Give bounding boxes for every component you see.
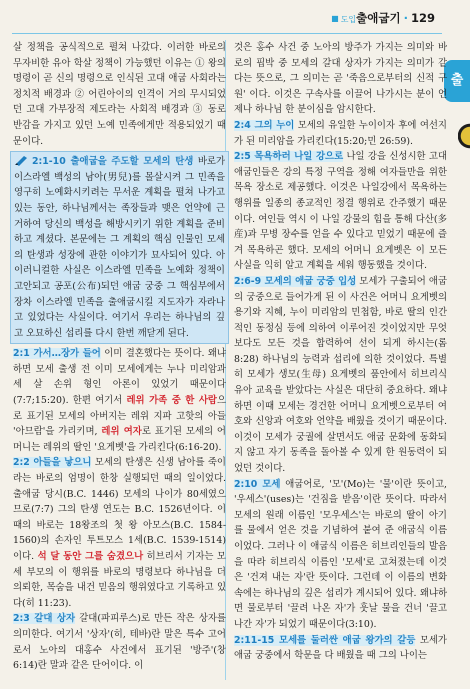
commentary-entry bbox=[13, 611, 226, 673]
keyword: 레위 가족 중 한 사람 bbox=[126, 395, 217, 407]
entry-text: 나일 강을 신성시한 고대 애굽인들은 강의 특정 구역을 정해 여자들만을 위한 목욕 장소로 제공했다. 이것은 나일강에서 목욕하는 행위를 일종의 종교적인 정결 행위로 간주했기 때문이다. 여인들 역시 이 나일 강물의 힘을 통해 다산(多産)과 무병 장수를 얻을 수 있다고 믿었기 때문에 즐겨 목욕하곤 했다. 모세의 어머니 요게벳은 이 모든 사실을 익히 알고 계획을 세워 행동했을 것이다. bbox=[234, 151, 447, 272]
page-edge-ornament bbox=[458, 118, 470, 154]
entry-text: 모세의 유일한 누이이자 후에 여선지가 된 미리암을 가리킨다(15:20;민 26:59). bbox=[234, 119, 447, 147]
verse-lead: 2:2 아들을 낳으니 bbox=[13, 457, 92, 469]
verse-lead: 2:11-15 모세를 둘러싼 애굽 왕가의 갈등 bbox=[234, 634, 416, 646]
entry-text: 모세의 탄생은 신생 남아를 죽이라는 바로의 엄명이 한창 실행되던 때의 일이었다. 출애굽 당시(B.C. 1446) 모세의 나이가 80세였으므로(7:7) 그의 탄생 연도는 B.C. 1526년이다. 이때의 바로는 18왕조의 첫 왕 아모스(B.C. 1584-1560)의 손자인 투트모스 1세(B.C. 1539-1514)이다. bbox=[13, 457, 226, 562]
page-number: 129 bbox=[410, 11, 435, 25]
verse-lead: 2:5 목욕하러 나일 강으로 bbox=[234, 151, 344, 163]
entry-text: 로 표기된 모세의 어머니는 레위의 딸인 '요게벳'을 가리킨다(6:16-20). bbox=[13, 426, 226, 453]
book-tab-label: 출 bbox=[450, 73, 464, 88]
commentary-entry bbox=[234, 477, 447, 633]
book-thumb-tab[interactable] bbox=[444, 60, 470, 102]
header-separator: · bbox=[403, 11, 408, 25]
keyword: 레위 여자 bbox=[101, 426, 142, 438]
paragraph-text: 살 정책을 공식적으로 펼쳐 나갔다. 이러한 바로의 무자비한 유아 학살 정책이 가능했던 이유는 ① 왕의 명령이 곧 신의 명령으로 인식된 고대 애굽 사회라는 정치적 배경과 ② 어린아이의 인격이 거의 무시되었던 고대 가부장적 제도라는 사회적 배경과 ③ 동로 반감을 가지고 있던 노예 민족에게만 적용되었기 때문이다. bbox=[13, 42, 226, 147]
paragraph-text: 것은 홍수 사건 중 노아의 방주가 가지는 의미와 바로의 핍박 중 모세의 갈대 상자가 가지는 의미가 같다는 뜻으로, 그 의미는 곧 '죽음으로부터의 신적 구원' 이다. 이것은 구속사를 이끌어 나가시는 분이 언제나 하나님 한 분이심을 암시한다. bbox=[234, 42, 447, 116]
entry-text: 히브리서 기자는 모세 부모의 이 행위를 바로의 명령보다 하나님을 더 의뢰한, 목숨을 내건 믿음의 행위였다고 기록하고 있다(히 11:23). bbox=[13, 551, 226, 609]
verse-lead: 2:6-9 모세의 애굽 궁중 입성 bbox=[234, 275, 357, 287]
pen-icon bbox=[14, 154, 30, 166]
section-lead: 2:1-10 출애굽을 주도할 모세의 탄생 bbox=[32, 156, 194, 168]
entry-text: 애굽어로, '모'(Mo)는 '물'이란 뜻이고, '우세스'(uses)는 '건짐을 받음'이란 뜻이다. 따라서 모세의 원래 이름인 '모우세스'는 바로의 딸이 아기를 물에서 얻은 것을 기념하여 붙여 준 애굽식 이름이었다. 그러나 이 애굽식 이름은 히브리인들의 발음을 따라 히브리식 이름인 '모세'로 고쳐졌는데 이것은 '건져 내는 자'란 뜻이다. 그런데 이 이름의 변화 속에는 하나님의 깊은 섭리가 계시되어 있다. 왜냐하면 물로부터 '끌려 나온 자'가 훗날 물을 건너 '끌고 나간 자'가 되었기 때문이다(3:10). bbox=[234, 478, 447, 630]
verse-lead: 2:10 모세 bbox=[234, 478, 281, 490]
entry-text: 모세가 애굽 궁중에서 학문을 다 배웠을 때 그의 나이는 bbox=[234, 634, 447, 662]
entry-text: 모세가 구출되어 애굽의 궁중으로 들어가게 된 이 사건은 어머니 요게벳의 용기와 지혜, 누이 미리암의 민첩함, 바로 딸의 인간적인 동정심 등에 의하여 이루어진 것이었지만 무엇보다도 모든 것을 합력하여 선이 되게 하시는(롬 8:28) 하나님의 능력과 섭리에 의한 것이었다. 특별히 모세가 생모(生母) 요게벳의 품안에서 히브리식 유아 교육을 받았다는 사실은 대단히 중요하다. 왜냐하면 이때 모세는 경건한 어머니 요게벳으로부터 여호와 신앙과 여호와 언약을 배웠을 것이기 때문이다. 이것이 모세가 궁궐에 살면서도 애굽 문화에 동화되지 않고 자기 동족을 돌아볼 수 있게 한 원동력이 되었던 것이다. bbox=[234, 275, 447, 475]
paragraph bbox=[234, 40, 447, 118]
entry-text: 으로 표기된 모세의 아버지는 레위 지파 고핫의 아들 '아므람'을 가리키며, bbox=[13, 395, 226, 438]
commentary-entry bbox=[13, 455, 226, 611]
right-column bbox=[234, 40, 447, 664]
commentary-entry bbox=[234, 633, 447, 664]
book-title: 출애굽기 bbox=[356, 11, 401, 25]
commentary-entry bbox=[234, 118, 447, 149]
section-marker-icon: ■ bbox=[331, 14, 339, 23]
header-tag: 도입 bbox=[340, 15, 357, 24]
section-highlight-box bbox=[10, 151, 229, 344]
entry-text: 이미 결혼했다는 뜻이다. 왜냐하면 모세 출생 전 이미 모세에게는 누나 미리암과 세 살 손위 형인 아론이 있었기 때문이다(7:7;15:20). 한편 여기서 bbox=[13, 348, 226, 407]
verse-lead: 2:3 갈대 상자 bbox=[13, 613, 76, 625]
verse-lead: 2:4 그의 누이 bbox=[234, 119, 295, 131]
commentary-entry bbox=[13, 346, 226, 455]
commentary-entry bbox=[234, 149, 447, 274]
commentary-entry bbox=[234, 274, 447, 477]
paragraph bbox=[13, 40, 226, 149]
section-text: 바로가 이스라엘 백성의 남아(男兒)를 몰살시켜 그 민족을 영구히 노예화시키려는 무서운 계획을 펼쳐 나가고 있는 동안, 하나님께서는 족장들과 맺은 언약에 근거하여 당신의 백성을 해방시키기 위한 계획을 준비하고 계셨다. 본문에는 그 계획의 핵심 인물인 모세의 탄생과 성장에 관한 이야기가 묘사되어 있다. 아이러니컬한 사실은 이스라엘 민족을 노예화 정책이 고안되고 공포(公布)되던 애굽 궁중 그 핵심부에서 장차 이스라엘 민족을 출애굽시킬 지도자가 자라나고 있었다는 사실이다. 여기서 우리는 하나님의 깊고 오묘하신 섭리를 다시 한번 깨닫게 된다. bbox=[14, 156, 225, 339]
header-rule bbox=[12, 33, 442, 34]
running-header bbox=[250, 10, 435, 28]
entry-text: 갈대(파피루스)로 만든 작은 상자를 의미한다. 여기서 '상자'(히, 테바)란 말은 특수 고어로서 노아의 대홍수 사건에서 표기된 '방주'(창 6:14)란 말과 같은 단어이다. 이 bbox=[13, 613, 226, 672]
verse-lead: 2:1 가서…장가 들어 bbox=[13, 348, 101, 360]
keyword: 석 달 동안 그를 숨겼으나 bbox=[37, 551, 144, 562]
left-column bbox=[13, 40, 226, 674]
